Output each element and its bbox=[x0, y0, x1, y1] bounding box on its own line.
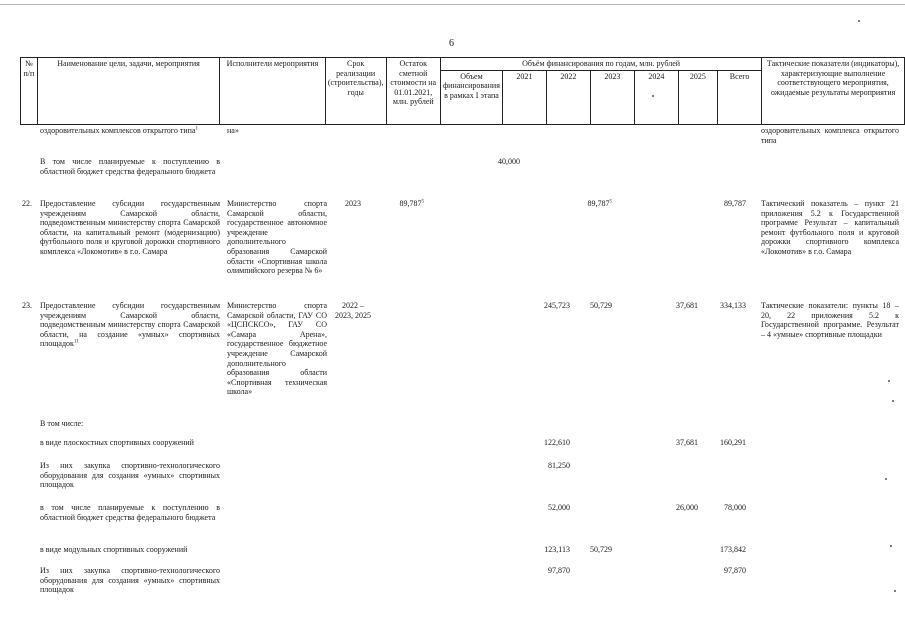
header-year-2025: 2025 bbox=[678, 70, 717, 124]
header-stage-volume: Объем финансирования в рамках I этапа bbox=[441, 70, 503, 124]
row-continuation-executor: на» bbox=[227, 126, 239, 135]
scan-speck bbox=[890, 545, 892, 547]
row-including-label: В том числе: bbox=[40, 419, 84, 428]
row-federal-budget-2-2022: 52,000 bbox=[548, 503, 570, 512]
row-purchase-1-2022: 81,250 bbox=[548, 461, 570, 470]
row-22-name: Предоставление субсидии государственным учреждениям Самарской области, подведомственным министерству спорта Самарской области, на капитальный ремонт (модернизацию) футбольного поля и круговой дорожки спортивного комплекса «Локомотив» в г.о. Самара bbox=[40, 199, 220, 256]
header-remainder: Остаток сметной стоимости на 01.01.2021, млн. рублей bbox=[386, 58, 440, 125]
header-indicators: Тактические показатели (индикаторы), характеризующие выполнение соответствующего мероприятия, ожидаемые результаты мероприятия bbox=[762, 58, 905, 125]
scan-speck bbox=[858, 20, 860, 22]
row-flat-facilities-2025: 37,681 bbox=[676, 438, 698, 447]
row-purchase-2-name: Из них закупка спортивно-технологического оборудования для создания «умных» спортивных площадок bbox=[40, 566, 220, 595]
row-federal-budget-2-2025: 26,000 bbox=[676, 503, 698, 512]
scan-speck bbox=[652, 95, 654, 97]
header-year-2021: 2021 bbox=[502, 70, 546, 124]
row-purchase-1-name: Из них закупка спортивно-технологического оборудования для создания «умных» спортивных площадок bbox=[40, 461, 220, 490]
header-year-2024: 2024 bbox=[634, 70, 678, 124]
header-executors: Исполнители мероприятия bbox=[220, 58, 326, 125]
row-23-2023: 50,729 bbox=[590, 301, 612, 310]
row-federal-budget-2-total: 78,000 bbox=[724, 503, 746, 512]
row-23-term: 2022 – 2023, 2025 bbox=[335, 301, 371, 320]
row-federal-budget-2-name: в том числе планируемые к поступлению в областной бюджет средства федерального бюджета bbox=[40, 503, 220, 522]
row-23-indicators: Тактические показатели: пункты 18 – 20, 22 приложения 5.2 к Государственной программе. Результат – 4 «умные» спортивные площадки bbox=[761, 301, 899, 339]
header-total: Всего bbox=[718, 70, 762, 124]
row-flat-facilities-total: 160,291 bbox=[720, 438, 746, 447]
row-modular-facilities-name: в виде модульных спортивных сооружений bbox=[40, 545, 188, 554]
row-23-executors: Министерство спорта Самарской области, ГАУ СО «ЦСПСКСО», ГАУ СО «Самара Арена», государственное бюджетное учреждение Самарской дополнительного образования области «Спортивная техническая школа» bbox=[227, 301, 327, 397]
header-term: Срок реализации (строительства), годы bbox=[325, 58, 386, 125]
row-23-name: Предоставление субсидии государственным учреждениям Самарской области, подведомственным министерству спорта Самарской области, на создание «умных» спортивных площадок$^{11}$ bbox=[40, 301, 220, 349]
row-flat-facilities-2022: 122,610 bbox=[544, 438, 570, 447]
row-23-number: 23. bbox=[22, 301, 32, 310]
row-22-2023: 89,787$^5$ bbox=[587, 199, 612, 208]
header-financing-group: Объём финансирования по годам, млн. рублей bbox=[441, 58, 762, 71]
header-year-2023: 2023 bbox=[590, 70, 634, 124]
row-modular-facilities-2023: 50,729 bbox=[590, 545, 612, 554]
row-purchase-2-2022: 97,870 bbox=[548, 566, 570, 575]
row-23-2022: 245,723 bbox=[544, 301, 570, 310]
row-flat-facilities-name: в виде плоскостных спортивных сооружений bbox=[40, 438, 194, 447]
row-22-number: 22. bbox=[22, 199, 32, 208]
row-22-term: 2023 bbox=[345, 199, 361, 208]
table-header bbox=[20, 57, 905, 125]
scan-speck bbox=[885, 478, 887, 480]
scan-speck bbox=[894, 590, 896, 592]
scan-speck bbox=[888, 380, 890, 382]
row-23-total: 334,133 bbox=[720, 301, 746, 310]
row-federal-budget-name: В том числе планируемые к поступлению в областной бюджет средства федерального бюджета bbox=[40, 157, 220, 176]
header-name: Наименование цели, задачи, мероприятия bbox=[37, 58, 219, 125]
header-num: № п/п bbox=[21, 58, 38, 125]
row-22-executors: Министерство спорта Самарской области, государственное автономное учреждение дополнительного образования Самарской области «Спортивная школа олимпийского резерва № 6» bbox=[227, 199, 327, 276]
scan-edge-line bbox=[0, 4, 905, 5]
row-federal-budget-2021: 40,000 bbox=[498, 157, 520, 166]
header-year-2022: 2022 bbox=[546, 70, 590, 124]
row-modular-facilities-2022: 123,113 bbox=[544, 545, 570, 554]
row-22-indicators: Тактический показатель – пункт 21 приложения 5.2 к Государственной программе Результат – капитальный ремонт футбольного поля и круговой дорожки спортивного комплекса «Локомотив» в г.о. Самара bbox=[761, 199, 899, 256]
row-22-total: 89,787 bbox=[724, 199, 746, 208]
row-modular-facilities-total: 173,842 bbox=[720, 545, 746, 554]
scan-speck bbox=[892, 400, 894, 402]
row-continuation-indicator: оздоровительных комплекса открытого типа bbox=[761, 126, 899, 145]
row-23-2025: 37,681 bbox=[676, 301, 698, 310]
page-number: 6 bbox=[449, 38, 454, 49]
row-22-remainder: 89,787$^5$ bbox=[399, 199, 424, 208]
row-continuation-name: оздоровительных комплексов открытого типа$^1$ bbox=[40, 126, 198, 135]
row-purchase-2-total: 97,870 bbox=[724, 566, 746, 575]
